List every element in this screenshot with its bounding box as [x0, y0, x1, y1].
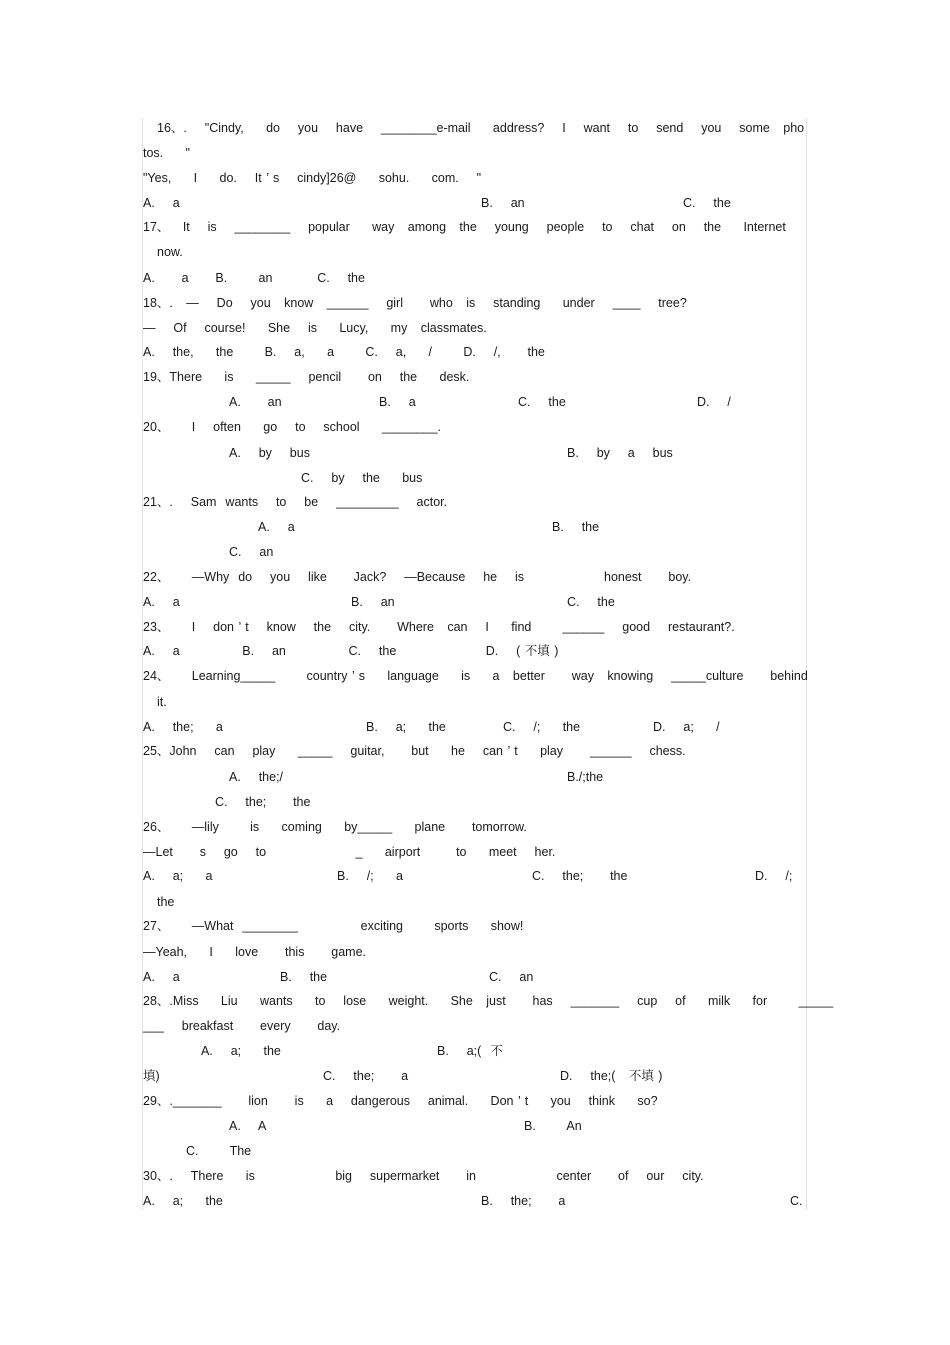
option-20-b: B. by a bus	[567, 446, 673, 460]
options-18: A. the, the B. a, a C. a, / D. /, the	[143, 345, 545, 359]
option-30-a: A. a; the	[143, 1194, 223, 1208]
option-30-b: B. the; a	[481, 1194, 566, 1208]
question-17-line-2: now.	[157, 245, 183, 259]
option-29-b: B. An	[524, 1119, 582, 1133]
question-26-reply: —Let s go to _ airport to meet her.	[143, 845, 556, 859]
option-24-c: C. /; the	[503, 720, 581, 734]
question-22-part-1: 22、 —Why do you like Jack? —Because he is	[143, 570, 525, 584]
question-22-part-2: honest boy.	[604, 570, 692, 584]
options-23: A. a B. an C. the D. ( 不填 )	[143, 644, 559, 658]
option-21-b: B. the	[552, 520, 600, 534]
question-18-reply: — Of course! She is Lucy, my classmates.	[143, 321, 487, 335]
option-26-a: A. a; a	[143, 869, 213, 883]
question-26-line-1: 26、 —lily is coming by_____ plane tomorrow.	[143, 820, 527, 834]
option-27-a: A. a	[143, 970, 180, 984]
option-22-c: C. the	[567, 595, 615, 609]
question-16-line-1: 16、. "Cindy, do you have ________e-mail address? I want to send you some pho	[157, 121, 805, 135]
option-16-a: A. a	[143, 196, 180, 210]
question-23: 23、 I don ’ t know the city. Where can I find ______ good restaurant?.	[143, 620, 735, 634]
option-28-a: A. a; the	[201, 1044, 281, 1058]
option-19-a: A. an	[229, 395, 282, 409]
option-27-c: C. an	[489, 970, 534, 984]
option-30-c: C.	[790, 1194, 803, 1208]
question-24-line-2: it.	[157, 695, 167, 709]
question-27-line-1: 27、 —What ________ exciting sports show!	[143, 919, 524, 933]
option-21-c: C. an	[229, 545, 274, 559]
option-25-b: B./;the	[567, 770, 604, 784]
option-22-b: B. an	[351, 595, 395, 609]
question-28-line-2: ___ breakfast every day.	[143, 1019, 341, 1033]
option-25-c: C. the; the	[215, 795, 311, 809]
page-frame-right	[806, 118, 807, 1210]
option-26-d: D. /;	[755, 869, 793, 883]
question-27-reply: —Yeah, I love this game.	[143, 945, 367, 959]
option-28-b: B. a;( 不	[437, 1044, 503, 1058]
question-16-line-2: tos. "	[143, 146, 190, 160]
question-17-line-1: 17、 It is ________ popular way among the young people to chat on the Internet	[143, 220, 786, 234]
option-19-c: C. the	[518, 395, 566, 409]
option-19-b: B. a	[379, 395, 416, 409]
option-24-b: B. a; the	[366, 720, 446, 734]
option-20-a: A. by bus	[229, 446, 310, 460]
option-24-d: D. a; /	[653, 720, 720, 734]
question-16-reply: "Yes, I do. It ’ s cindy]26@ sohu. com. "	[143, 171, 482, 185]
question-18-line-1: 18、. — Do you know ______ girl who is standing under ____ tree?	[143, 296, 687, 310]
option-26-b: B. /; a	[337, 869, 403, 883]
option-22-a: A. a	[143, 595, 180, 609]
option-28-c: C. the; a	[323, 1069, 409, 1083]
option-28-b-cont: 填)	[143, 1069, 160, 1083]
question-19: 19、There is _____ pencil on the desk.	[143, 370, 470, 384]
option-16-b: B. an	[481, 196, 525, 210]
option-25-a: A. the;/	[229, 770, 284, 784]
question-21: 21、. Sam wants to be _________ actor.	[143, 495, 448, 509]
question-24-line-1: 24、 Learning_____ country ’ s language is a better way knowing _____culture behind	[143, 669, 808, 683]
option-28-d: D. the;( 不填 )	[560, 1069, 663, 1083]
option-26-d-cont: the	[157, 895, 175, 909]
option-20-c: C. by the bus	[301, 471, 423, 485]
option-21-a: A. a	[258, 520, 295, 534]
option-26-c: C. the; the	[532, 869, 628, 883]
question-29: 29、._______ lion is a dangerous animal. Don ’ t you think so?	[143, 1094, 658, 1108]
option-27-b: B. the	[280, 970, 328, 984]
option-19-d: D. /	[697, 395, 731, 409]
question-30: 30、. There is big supermarket in center of our city.	[143, 1169, 704, 1183]
question-28-line-1: 28、.Miss Liu wants to lose weight. She just has _______ cup of milk for _____	[143, 994, 834, 1008]
option-29-c: C. The	[186, 1144, 252, 1158]
option-24-a: A. the; a	[143, 720, 223, 734]
question-20: 20、 I often go to school ________.	[143, 420, 441, 434]
options-17: A. a B. an C. the	[143, 271, 365, 285]
option-29-a: A. A	[229, 1119, 267, 1133]
option-16-c: C. the	[683, 196, 731, 210]
question-25: 25、John can play _____ guitar, but he can ’ t play ______ chess.	[143, 744, 686, 758]
